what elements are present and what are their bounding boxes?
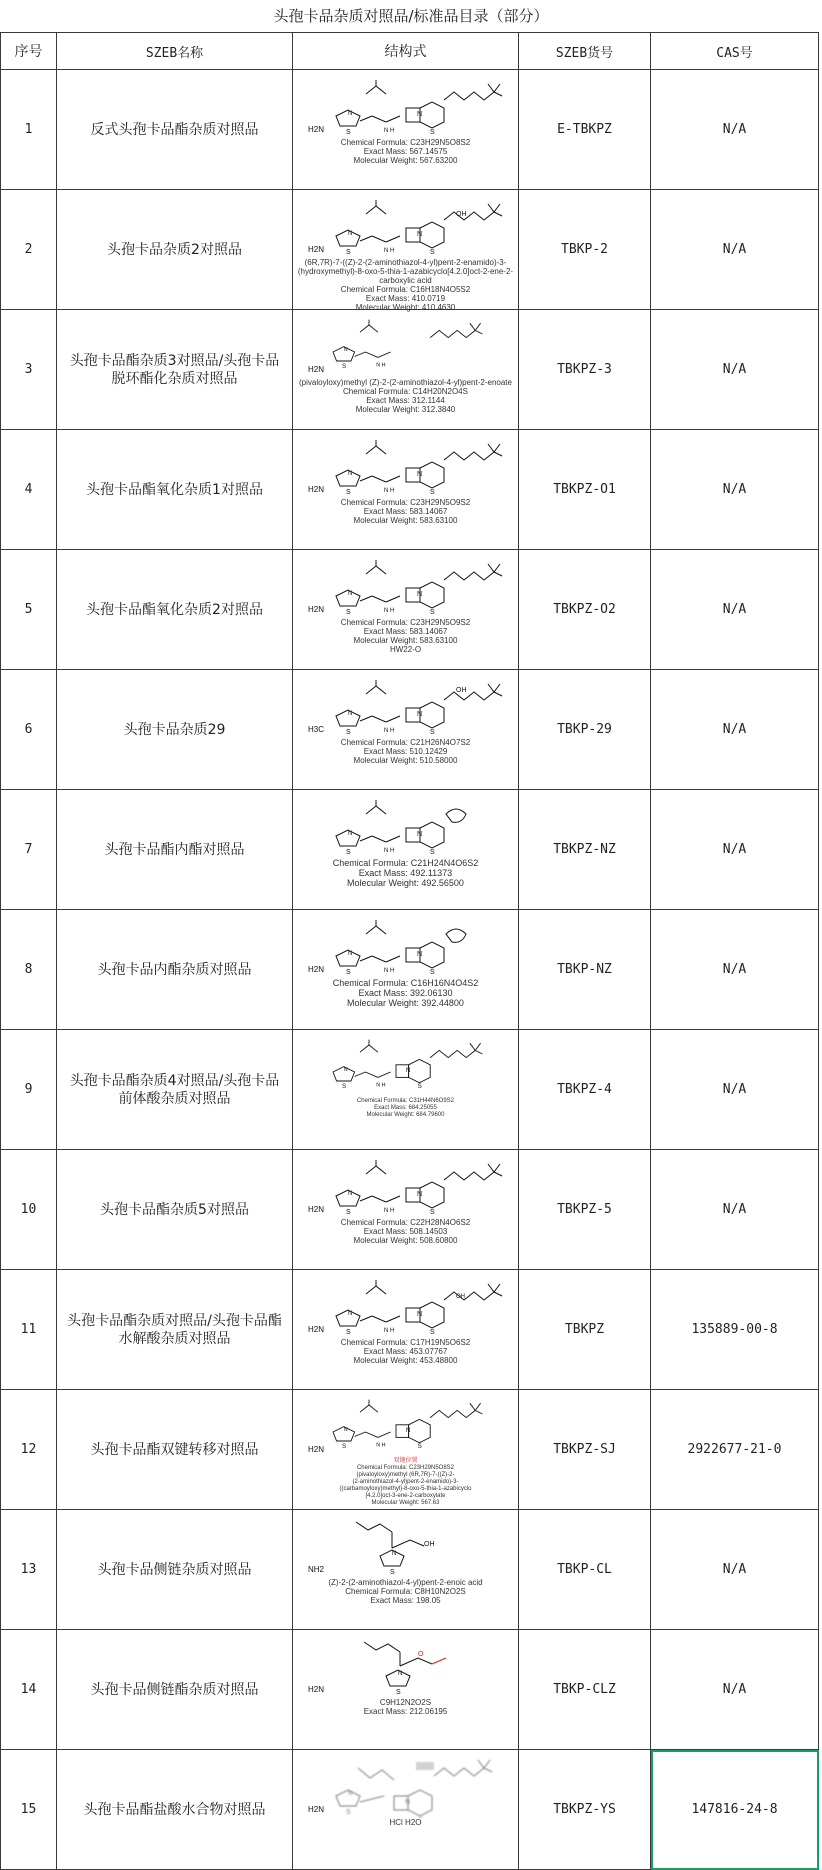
svg-text:N: N bbox=[347, 230, 352, 237]
molecule-drawing bbox=[306, 1516, 506, 1578]
svg-text:H2N: H2N bbox=[307, 1804, 324, 1814]
cell-name: 头孢卡品侧链杂质对照品 bbox=[57, 1510, 293, 1630]
cell-name: 反式头孢卡品酯杂质对照品 bbox=[57, 70, 293, 190]
svg-text:S: S bbox=[341, 362, 346, 370]
cell-index: 8 bbox=[1, 910, 57, 1030]
cell-name: 头孢卡品侧链酯杂质对照品 bbox=[57, 1630, 293, 1750]
cell-code: TBKP-29 bbox=[519, 670, 651, 790]
svg-text:N: N bbox=[416, 590, 422, 598]
svg-text:H2N: H2N bbox=[307, 604, 324, 614]
svg-text:H2N: H2N bbox=[307, 1204, 324, 1214]
structure-caption-line: [4.2.0]oct-3-ene-2-carboxylate bbox=[365, 1492, 446, 1499]
svg-text:N H: N H bbox=[383, 967, 394, 974]
cell-index: 11 bbox=[1, 1270, 57, 1390]
cell-index: 6 bbox=[1, 670, 57, 790]
cell-name: 头孢卡品酯氧化杂质1对照品 bbox=[57, 430, 293, 550]
table-row bbox=[1, 1030, 819, 1150]
svg-text:N: N bbox=[391, 1550, 396, 1557]
table-row bbox=[1, 910, 819, 1030]
table-row bbox=[1, 1390, 819, 1510]
svg-text:N H: N H bbox=[375, 361, 385, 368]
svg-text:N H: N H bbox=[383, 487, 394, 494]
svg-text:N: N bbox=[347, 590, 352, 597]
structure-caption-line: Molecular Weight: 684.79600 bbox=[366, 1111, 445, 1118]
structure-caption-line: Molecular Weight: 567.63200 bbox=[353, 155, 458, 165]
svg-text:N: N bbox=[416, 1310, 422, 1318]
cell-cas: N/A bbox=[651, 1510, 819, 1630]
svg-text:N: N bbox=[416, 1190, 422, 1198]
molecule-drawing bbox=[306, 676, 506, 738]
svg-text:N: N bbox=[347, 830, 352, 837]
svg-text:S: S bbox=[417, 1442, 422, 1450]
column-header-code: SZEB货号 bbox=[519, 33, 651, 70]
structure-caption-line: (2-aminothiazol-4-yl)pent-2-enamido)-3- bbox=[352, 1478, 459, 1485]
cell-index: 3 bbox=[1, 310, 57, 430]
cell-name: 头孢卡品酯氧化杂质2对照品 bbox=[57, 550, 293, 670]
cell-cas: N/A bbox=[651, 1030, 819, 1150]
structure-image bbox=[297, 436, 514, 544]
catalog-table bbox=[0, 32, 819, 1870]
table-row bbox=[1, 1510, 819, 1630]
svg-text:S: S bbox=[341, 1442, 346, 1450]
structure-caption-line: Molecular Weight: 392.44800 bbox=[347, 997, 464, 1008]
cell-index: 5 bbox=[1, 550, 57, 670]
structure-caption-line: Exact Mass: 508.14503 bbox=[363, 1226, 448, 1236]
table-row bbox=[1, 70, 819, 190]
table-row bbox=[1, 670, 819, 790]
molecule-drawing bbox=[306, 316, 506, 378]
cell-structure bbox=[293, 670, 519, 790]
cell-index: 10 bbox=[1, 1150, 57, 1270]
structure-image bbox=[297, 76, 514, 184]
svg-text:S: S bbox=[429, 128, 435, 136]
svg-text:S: S bbox=[429, 848, 435, 856]
svg-text:N: N bbox=[416, 950, 422, 958]
structure-caption-line: Molecular Weight: 583.63100 bbox=[353, 515, 458, 525]
structure-image bbox=[297, 1756, 514, 1864]
structure-caption-line: Chemical Formula: C22H28N4O6S2 bbox=[340, 1217, 471, 1227]
structure-image bbox=[297, 556, 514, 664]
svg-text:S: S bbox=[417, 1082, 422, 1090]
cell-cas: N/A bbox=[651, 70, 819, 190]
svg-text:N: N bbox=[416, 110, 422, 118]
structure-caption-line: ((carbamoyloxy)methyl)-8-oxo-5-thia-1-azabicyclo bbox=[339, 1485, 472, 1492]
structure-caption-line: (Z)-2-(2-aminothiazol-4-yl)pent-2-enoic acid bbox=[328, 1577, 483, 1587]
structure-caption-line: Molecular Weight: 410.4630 bbox=[355, 302, 456, 312]
structure-caption-line: Exact Mass: 583.14067 bbox=[363, 626, 448, 636]
svg-text:N: N bbox=[416, 830, 422, 838]
svg-text:N H: N H bbox=[383, 727, 394, 734]
structure-note: 双键位置 bbox=[393, 1457, 418, 1464]
svg-text:H2N: H2N bbox=[307, 124, 324, 134]
structure-caption-line: (pivaloyloxy)methyl (6R,7R)-7-((Z)-2- bbox=[356, 1471, 455, 1478]
cell-cas: N/A bbox=[651, 790, 819, 910]
svg-text:H2N: H2N bbox=[307, 1324, 324, 1334]
svg-text:S: S bbox=[345, 128, 351, 136]
cell-name: 头孢卡品内酯杂质对照品 bbox=[57, 910, 293, 1030]
svg-text:H2N: H2N bbox=[307, 1444, 324, 1454]
svg-text:N: N bbox=[347, 1310, 352, 1317]
structure-caption-line: Molecular Weight: 510.58000 bbox=[353, 755, 458, 765]
structure-image bbox=[297, 796, 514, 904]
cell-structure bbox=[293, 550, 519, 670]
cell-structure bbox=[293, 1150, 519, 1270]
cell-structure bbox=[293, 1750, 519, 1870]
svg-text:OH: OH bbox=[455, 1293, 465, 1300]
structure-caption-line: Exact Mass: 510.12429 bbox=[363, 746, 448, 756]
svg-text:S: S bbox=[429, 728, 435, 736]
molecule-drawing bbox=[306, 916, 506, 978]
cell-structure bbox=[293, 1390, 519, 1510]
structure-caption-line: Chemical Formula: C21H26N4O7S2 bbox=[340, 737, 471, 747]
structure-caption-line: Exact Mass: 212.06195 bbox=[363, 1706, 448, 1716]
structure-caption-line: Molecular Weight: 492.56500 bbox=[347, 877, 464, 888]
svg-text:S: S bbox=[429, 248, 435, 256]
svg-text:S: S bbox=[429, 1328, 435, 1336]
molecule-drawing bbox=[306, 1396, 506, 1458]
cell-index: 9 bbox=[1, 1030, 57, 1150]
svg-text:S: S bbox=[345, 488, 351, 496]
molecule-drawing bbox=[306, 1636, 506, 1698]
structure-caption-line: Chemical Formula: C23H29N5O8S2 bbox=[356, 1464, 455, 1471]
svg-text:S: S bbox=[345, 1208, 351, 1216]
structure-caption-line: Molecular Weight: 508.60800 bbox=[353, 1235, 458, 1245]
svg-text:N: N bbox=[343, 1066, 348, 1073]
table-row bbox=[1, 1150, 819, 1270]
svg-text:O: O bbox=[417, 1650, 423, 1658]
svg-text:N H: N H bbox=[375, 1441, 385, 1448]
structure-image bbox=[297, 196, 514, 312]
svg-text:N: N bbox=[347, 1190, 352, 1197]
cell-name: 头孢卡品酯杂质4对照品/头孢卡品前体酸杂质对照品 bbox=[57, 1030, 293, 1150]
cell-cas: N/A bbox=[651, 310, 819, 430]
structure-image bbox=[297, 1636, 514, 1744]
table-row bbox=[1, 1630, 819, 1750]
table-row bbox=[1, 430, 819, 550]
structure-image bbox=[297, 1396, 514, 1504]
cell-name: 头孢卡品酯杂质3对照品/头孢卡品脱环酯化杂质对照品 bbox=[57, 310, 293, 430]
cell-name: 头孢卡品酯盐酸水合物对照品 bbox=[57, 1750, 293, 1870]
cell-cas: N/A bbox=[651, 430, 819, 550]
structure-caption-line: Chemical Formula: C8H10N2O2S bbox=[345, 1586, 466, 1596]
structure-caption-line: C9H12N2O2S bbox=[379, 1697, 432, 1707]
svg-text:N: N bbox=[343, 346, 348, 353]
cell-name: 头孢卡品酯杂质5对照品 bbox=[57, 1150, 293, 1270]
structure-caption-line: Chemical Formula: C23H29N5O9S2 bbox=[340, 497, 471, 507]
structure-image bbox=[297, 1276, 514, 1384]
svg-text:S: S bbox=[345, 1328, 351, 1336]
svg-text:N: N bbox=[347, 110, 352, 117]
svg-text:S: S bbox=[345, 608, 351, 616]
cell-name: 头孢卡品杂质2对照品 bbox=[57, 190, 293, 310]
table-row bbox=[1, 1750, 819, 1870]
structure-caption-line: HCl H2O bbox=[389, 1817, 422, 1827]
structure-caption-line: Exact Mass: 453.07767 bbox=[363, 1346, 448, 1356]
molecule-drawing bbox=[306, 76, 506, 138]
structure-caption-line: Chemical Formula: C14H20N2O4S bbox=[343, 386, 468, 396]
structure-image bbox=[297, 1516, 514, 1624]
structure-caption-line: Exact Mass: 684.25055 bbox=[374, 1104, 437, 1111]
structure-caption-line: Chemical Formula: C21H24N4O6S2 bbox=[332, 857, 479, 868]
cell-code: TBKPZ-YS bbox=[519, 1750, 651, 1870]
cell-index: 7 bbox=[1, 790, 57, 910]
cell-cas: N/A bbox=[651, 550, 819, 670]
column-header-index: 序号 bbox=[1, 33, 57, 70]
column-header-cas: CAS号 bbox=[651, 33, 819, 70]
cell-code: TBKPZ-4 bbox=[519, 1030, 651, 1150]
molecule-drawing bbox=[306, 196, 506, 258]
svg-text:N: N bbox=[416, 470, 422, 478]
svg-text:H3C: H3C bbox=[307, 724, 324, 734]
table-row bbox=[1, 550, 819, 670]
table-row bbox=[1, 1270, 819, 1390]
cell-index: 15 bbox=[1, 1750, 57, 1870]
structure-caption-line: Exact Mass: 392.06130 bbox=[358, 987, 453, 998]
structure-caption-line: Chemical Formula: C23H29N5O8S2 bbox=[340, 137, 471, 147]
table-row bbox=[1, 790, 819, 910]
cell-structure bbox=[293, 70, 519, 190]
page-title: 头孢卡品杂质对照品/标准品目录（部分） bbox=[273, 7, 549, 25]
svg-text:N: N bbox=[404, 1798, 410, 1806]
molecule-drawing bbox=[306, 1276, 506, 1338]
svg-text:N: N bbox=[347, 470, 352, 477]
cell-structure bbox=[293, 1630, 519, 1750]
cell-name: 头孢卡品酯杂质对照品/头孢卡品酯水解酸杂质对照品 bbox=[57, 1270, 293, 1390]
cell-index: 2 bbox=[1, 190, 57, 310]
molecule-drawing bbox=[306, 556, 506, 618]
svg-text:N: N bbox=[347, 1790, 352, 1797]
structure-caption-line: Chemical Formula: C23H29N5O9S2 bbox=[340, 617, 471, 627]
structure-caption-line: HW22-O bbox=[389, 644, 422, 654]
svg-text:OH: OH bbox=[455, 686, 466, 694]
structure-caption-line: Exact Mass: 198.05 bbox=[370, 1595, 441, 1605]
cell-code: TBKPZ bbox=[519, 1270, 651, 1390]
cell-cas: N/A bbox=[651, 1630, 819, 1750]
svg-text:N H: N H bbox=[383, 607, 394, 614]
svg-text:N H: N H bbox=[383, 127, 394, 134]
cell-index: 4 bbox=[1, 430, 57, 550]
molecule-drawing bbox=[306, 1756, 506, 1818]
cell-name: 头孢卡品酯双键转移对照品 bbox=[57, 1390, 293, 1510]
structure-image bbox=[297, 316, 514, 424]
structure-image bbox=[297, 1036, 514, 1144]
svg-text:NH2: NH2 bbox=[307, 1564, 324, 1574]
structure-caption-line: Exact Mass: 583.14067 bbox=[363, 506, 448, 516]
svg-text:S: S bbox=[429, 608, 435, 616]
structure-caption-line: Exact Mass: 492.11373 bbox=[358, 867, 453, 878]
svg-text:H2N: H2N bbox=[307, 364, 324, 374]
svg-text:N: N bbox=[397, 1670, 402, 1677]
svg-text:S: S bbox=[345, 848, 351, 856]
structure-caption-line: (hydroxymethyl)-8-oxo-5-thia-1-azabicyclo[4.2.0]oct-2-ene-2- bbox=[297, 266, 514, 276]
cell-code: TBKPZ-O2 bbox=[519, 550, 651, 670]
structure-caption-line: (pivaloyloxy)methyl (Z)-2-(2-aminothiazol-4-yl)pent-2-enoate bbox=[299, 377, 512, 387]
svg-text:S: S bbox=[345, 1808, 351, 1816]
structure-caption-line: Chemical Formula: C16H16N4O4S2 bbox=[332, 977, 479, 988]
cell-code: TBKPZ-O1 bbox=[519, 430, 651, 550]
cell-structure bbox=[293, 1510, 519, 1630]
svg-text:S: S bbox=[345, 968, 351, 976]
cell-cas: N/A bbox=[651, 1150, 819, 1270]
cell-code: TBKP-CL bbox=[519, 1510, 651, 1630]
cell-name: 头孢卡品酯内酯对照品 bbox=[57, 790, 293, 910]
cell-structure bbox=[293, 430, 519, 550]
svg-text:S: S bbox=[389, 1568, 395, 1576]
svg-text:N H: N H bbox=[383, 1207, 394, 1214]
cell-structure bbox=[293, 190, 519, 310]
column-header-name: SZEB名称 bbox=[57, 33, 293, 70]
cell-cas: 135889-00-8 bbox=[651, 1270, 819, 1390]
svg-text:S: S bbox=[429, 488, 435, 496]
cell-structure bbox=[293, 310, 519, 430]
svg-text:N H: N H bbox=[383, 247, 394, 254]
svg-text:N H: N H bbox=[383, 1327, 394, 1334]
svg-text:S: S bbox=[395, 1688, 401, 1696]
cell-code: TBKPZ-3 bbox=[519, 310, 651, 430]
svg-text:N: N bbox=[416, 230, 422, 238]
cell-structure bbox=[293, 1270, 519, 1390]
svg-text:H2N: H2N bbox=[307, 1684, 324, 1694]
cell-index: 1 bbox=[1, 70, 57, 190]
svg-text:S: S bbox=[429, 968, 435, 976]
cell-code: E-TBKPZ bbox=[519, 70, 651, 190]
structure-caption-line: Exact Mass: 410.0719 bbox=[365, 293, 446, 303]
structure-caption-line: Chemical Formula: C31H44N6O9S2 bbox=[356, 1097, 455, 1104]
cell-code: TBKPZ-5 bbox=[519, 1150, 651, 1270]
cell-name: 头孢卡品杂质29 bbox=[57, 670, 293, 790]
cell-index: 13 bbox=[1, 1510, 57, 1630]
svg-text:S: S bbox=[345, 728, 351, 736]
cell-structure bbox=[293, 790, 519, 910]
cell-code: TBKP-NZ bbox=[519, 910, 651, 1030]
cell-code: TBKP-2 bbox=[519, 190, 651, 310]
svg-text:N: N bbox=[347, 950, 352, 957]
svg-text:H2N: H2N bbox=[307, 484, 324, 494]
structure-image bbox=[297, 916, 514, 1024]
svg-text:OH: OH bbox=[423, 1540, 434, 1548]
structure-caption-line: Exact Mass: 567.14575 bbox=[363, 146, 448, 156]
cell-cas: N/A bbox=[651, 190, 819, 310]
cell-code: TBKP-CLZ bbox=[519, 1630, 651, 1750]
cell-index: 14 bbox=[1, 1630, 57, 1750]
svg-text:S: S bbox=[341, 1082, 346, 1090]
structure-caption-line: Molecular Weight: 312.3840 bbox=[355, 404, 456, 414]
molecule-drawing bbox=[306, 796, 506, 858]
structure-caption-line: Chemical Formula: C17H19N5O6S2 bbox=[340, 1337, 471, 1347]
column-header-structure: 结构式 bbox=[293, 33, 519, 70]
structure-image bbox=[297, 676, 514, 784]
svg-text:N H: N H bbox=[383, 847, 394, 854]
svg-text:OH: OH bbox=[455, 210, 466, 218]
cell-cas: N/A bbox=[651, 910, 819, 1030]
table-header-row bbox=[1, 33, 819, 70]
structure-caption-line: Molecular Weight: 453.48800 bbox=[353, 1355, 458, 1365]
svg-text:H2N: H2N bbox=[307, 964, 324, 974]
svg-text:N: N bbox=[343, 1426, 348, 1433]
svg-text:H2N: H2N bbox=[307, 244, 324, 254]
cell-index: 12 bbox=[1, 1390, 57, 1510]
svg-text:N: N bbox=[347, 710, 352, 717]
cell-structure bbox=[293, 910, 519, 1030]
cell-cas[interactable]: 147816-24-8 bbox=[651, 1750, 819, 1870]
structure-caption-line: Molecular Weight: 567.63 bbox=[371, 1499, 440, 1506]
svg-text:N H: N H bbox=[375, 1081, 385, 1088]
cell-cas: 2922677-21-0 bbox=[651, 1390, 819, 1510]
structure-caption-line: Molecular Weight: 583.63100 bbox=[353, 635, 458, 645]
structure-caption-line: Chemical Formula: C16H18N4O5S2 bbox=[340, 284, 471, 294]
cell-cas: N/A bbox=[651, 670, 819, 790]
table-row bbox=[1, 190, 819, 310]
structure-caption-line: carboxylic acid bbox=[379, 275, 432, 285]
svg-text:N: N bbox=[416, 710, 422, 718]
table-row bbox=[1, 310, 819, 430]
structure-image bbox=[297, 1156, 514, 1264]
cell-structure bbox=[293, 1030, 519, 1150]
molecule-drawing bbox=[306, 1036, 506, 1098]
svg-text:S: S bbox=[345, 248, 351, 256]
molecule-drawing bbox=[306, 436, 506, 498]
svg-text:S: S bbox=[429, 1208, 435, 1216]
structure-caption-line: (6R,7R)-7-((Z)-2-(2-aminothiazol-4-yl)pent-2-enamido)-3- bbox=[304, 257, 507, 267]
cell-code: TBKPZ-SJ bbox=[519, 1390, 651, 1510]
molecule-drawing bbox=[306, 1156, 506, 1218]
svg-text:N: N bbox=[405, 1426, 410, 1434]
svg-text:N: N bbox=[405, 1066, 410, 1074]
cell-code: TBKPZ-NZ bbox=[519, 790, 651, 910]
structure-caption-line: Exact Mass: 312.1144 bbox=[366, 395, 445, 405]
